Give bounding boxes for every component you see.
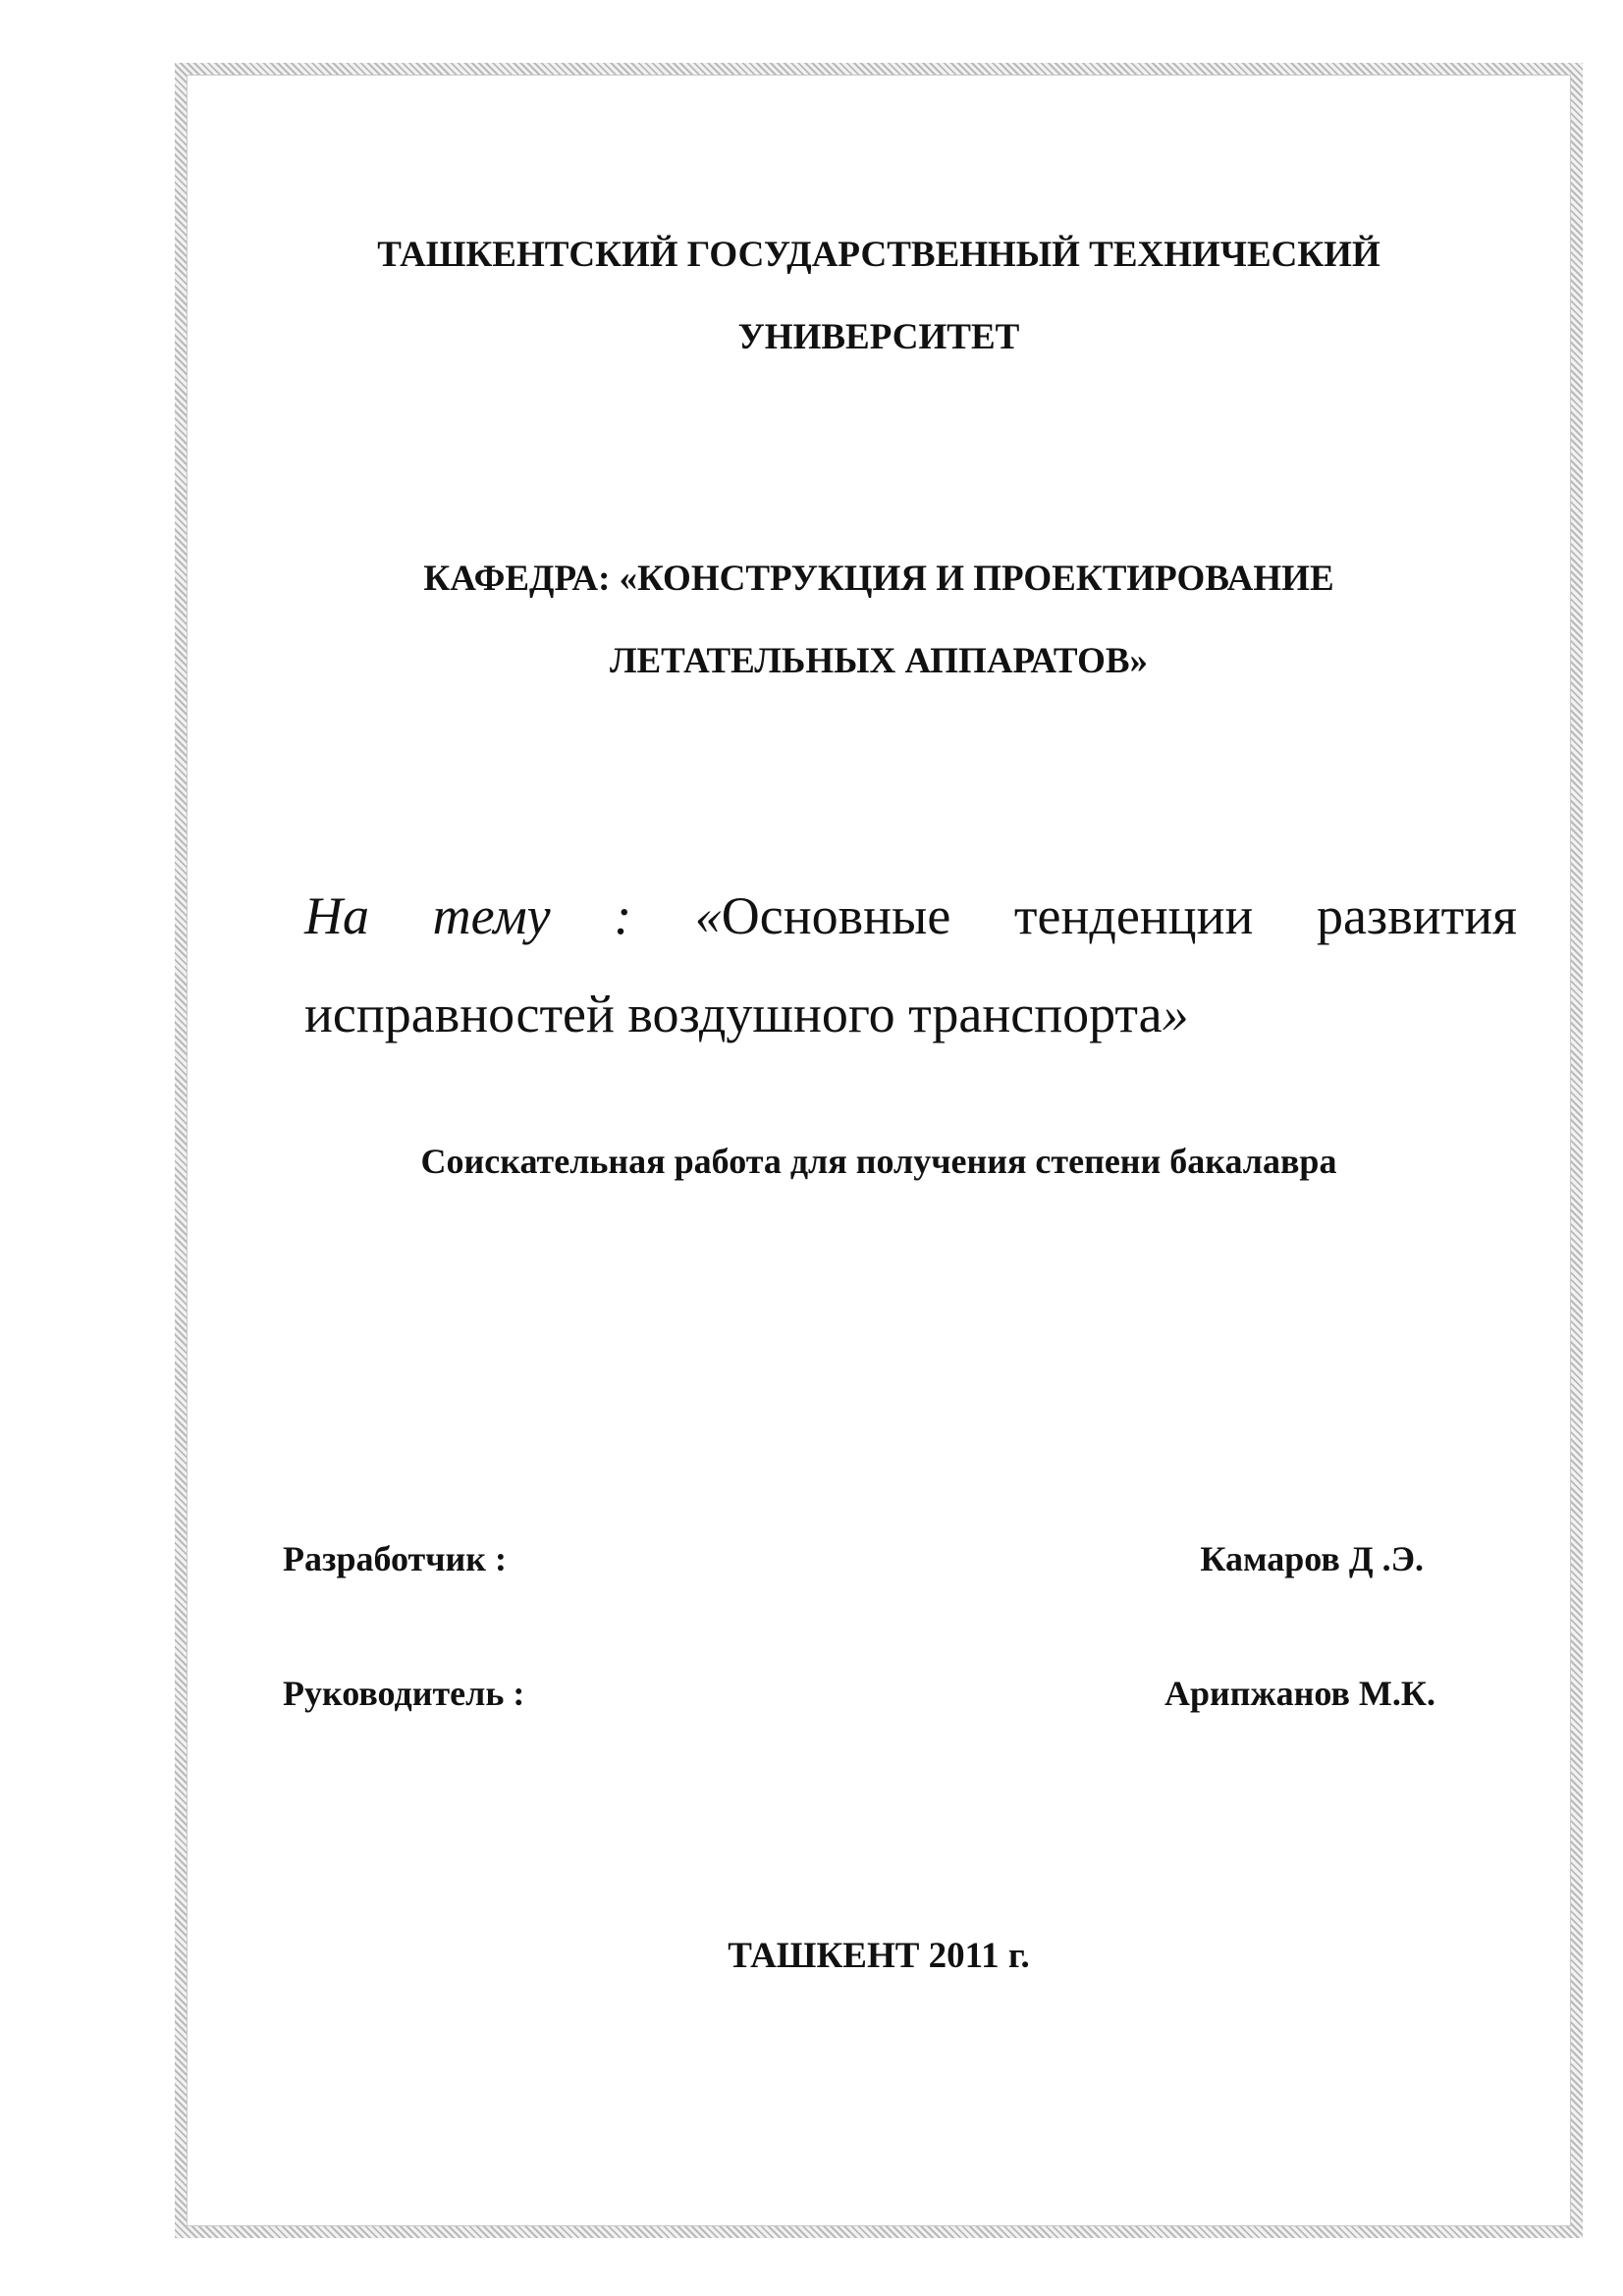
thesis-topic-line-1	[304, 867, 1517, 965]
topic-word-osnovnye	[695, 867, 951, 965]
topic-close-quote: »	[1162, 985, 1189, 1043]
supervisor-label: Руководитель :	[283, 1674, 525, 1713]
university-name-line-2: УНИВЕРСИТЕТ	[737, 317, 1020, 357]
city-and-year: ТАШКЕНТ 2011 г.	[728, 1936, 1030, 1976]
topic-lead-word-na: На	[304, 886, 369, 945]
topic-word-osnovnye-text: Основные	[721, 886, 951, 945]
developer-row	[283, 1534, 1441, 1583]
thesis-topic-line-2	[304, 965, 1517, 1063]
supervisor-row	[283, 1669, 1441, 1718]
department-name-line-2: ЛЕТАТЕЛЬНЫХ АППАРАТОВ»	[609, 641, 1149, 681]
topic-word-razvitiya: развития	[1316, 886, 1517, 945]
supervisor-name: Арипжанов М.К.	[1164, 1674, 1435, 1713]
thesis-topic	[304, 867, 1517, 1063]
topic-line-2-text: исправностей воздушного транспорта	[304, 985, 1163, 1043]
university-name	[175, 214, 1583, 379]
topic-open-quote: «	[694, 886, 722, 945]
department-name	[175, 538, 1583, 703]
topic-lead-word-temu: тему	[432, 886, 551, 945]
department-name-line-1: КАФЕДРА: «КОНСТРУКЦИЯ И ПРОЕКТИРОВАНИЕ	[423, 559, 1334, 599]
developer-label: Разработчик :	[283, 1539, 507, 1578]
developer-name: Камаров Д .Э.	[1200, 1539, 1424, 1578]
topic-lead-colon: :	[614, 886, 632, 945]
university-name-line-1: ТАШКЕНТСКИЙ ГОСУДАРСТВЕННЫЙ ТЕХНИЧЕСКИЙ	[377, 235, 1380, 275]
topic-word-tendentsii: тенденции	[1013, 886, 1254, 945]
work-type-subtitle: Соискательная работа для получения степени бакалавра	[420, 1142, 1337, 1181]
